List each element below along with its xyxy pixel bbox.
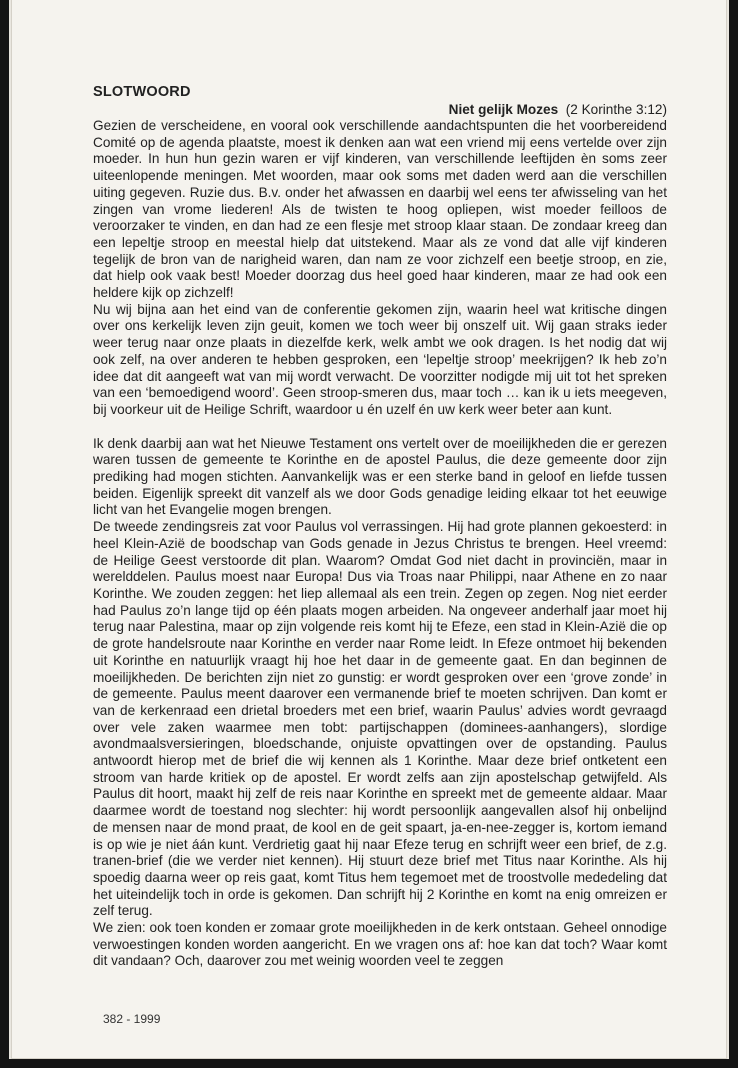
page-footer: 382 - 1999 [103,1012,161,1026]
scan-edge-right [729,0,738,1068]
paragraph-4: De tweede zendingsreis zat voor Paulus vol verrassingen. Hij had grote plannen gekoesterd: in heel Klein-Azië de boodschap van Gods genade in Jezus Christus te brengen. Heel vreemd: de Heilige Geest verstoorde dit plan. Waarom? Omdat God niet dacht in provinciën, maar in werelddelen. Paulus moest naar Europa! Dus via Troas naar Philippi, naar Athene en zo naar Korinthe. We zouden zeggen: het liep allemaal als een trein. Zegen op zegen. Nog niet eerder had Paulus zo’n lange tijd op één plaats mogen arbeiden. Na ongeveer anderhalf jaar moet hij terug naar Palestina, maar op zijn volgende reis komt hij te Efeze, een stad in Klein-Azië die op de grote handelsroute naar Korinthe en verder naar Rome leidt. In Efeze ontmoet hij bekenden uit Korinthe en natuurlijk vraagt hij hoe het daar in de gemeente gaat. En dan beginnen de moeilijkheden. De berichten zijn niet zo gunstig: er wordt gesproken over een ‘grove zonde’ in de gemeente. Paulus meent daarover een vermanende brief te moeten schrijven. Dan komt er van de kerkenraad een drietal broeders met een brief, waarin Paulus’ advies wordt gevraagd over vele zaken waarmee men tobt: partijschappen (dominees-aanhangers), slordige avondmaalsversieringen, bloedschande, onjuiste opvattingen over de opstanding. Paulus antwoordt hierop met de brief die wij kennen als 1 Korinthe. Maar deze brief ontketent een stroom van harde kritiek op de apostel. Er wordt zelfs aan zijn apostelschap getwijfeld. Als Paulus dit hoort, maakt hij zelf de reis naar Korinthe en spreekt met de gemeente aldaar. Maar daarmee wordt de toestand nog slechter: hij wordt persoonlijk aangevallen alsof hij onbelijnd de mensen naar de mond praat, de kool en de geit spaart, ja-en-nee-zegger is, kortom iemand is op wie je niet áán kunt. Verdrietig gaat hij naar Efeze terug en schrijft weer een brief, de z.g. tranen-brief (die we verder niet kennen). Hij stuurt deze brief met Titus naar Korinthe. Als hij spoedig daarna weer op reis gaat, komt Titus hem tegemoet met de troostvolle mededeling dat het uiteindelijk toch in orde is gekomen. Dan schrijft hij 2 Korinthe en komt na enig omreizen er zelf terug. [93,519,667,919]
paragraph-1: Gezien de verscheidene, en vooral ook verschillende aandachtspunten die het voorbereidend Comité op de agenda plaatste, moest ik denken aan wat een vriend mij eens vertelde over zijn moeder. In hun hun gezin waren er vijf kinderen, van verschillende leeftijden èn soms zeer uiteenlopende meningen. Met woorden, maar ook soms met daden werd aan die verschillen uiting gegeven. Ruzie dus. B.v. onder het afwassen en daarbij wel eens ter afwisseling van het zingen van vrome liederen! Als de twisten te hoog opliepen, wist moeder feilloos de veroorzaker te vinden, en dan had ze een flesje met stroop klaar staan. De zondaar kreeg dan een lepeltje stroop en meestal hielp dat uitstekend. Maar als ze vond dat alle vijf kinderen tegelijk de bron van de narigheid waren, dan nam ze voor zichzelf een beetje stroop, en zie, dat hielp ook vaak best! Moeder doorzag dus heel goed haar kinderen, maar ze had ook een heldere kijk op zichzelf! [93,118,667,301]
paragraph-5: We zien: ook toen konden er zomaar grote moeilijkheden in de kerk ontstaan. Geheel onnodige verwoestingen konden worden aangericht. En we vragen ons af: hoe kan dat toch? Waar komt dit vandaan? Och, daarover zou met weinig woorden veel te zeggen [93,920,667,969]
paragraph-gap [93,419,667,436]
subtitle-reference: (2 Korinthe 3:12) [565,102,667,117]
section-title: SLOTWOORD [93,84,191,100]
scan-edge-left [0,0,9,1068]
scan-edge-bottom [0,1059,738,1068]
document-page [12,0,726,1058]
subtitle-heading: Niet gelijk Mozes [448,102,559,117]
page-content [93,84,667,970]
paragraph-3: Ik denk daarbij aan wat het Nieuwe Testament ons vertelt over de moeilijkheden die er gerezen waren tussen de gemeente te Korinthe en de apostel Paulus, die deze gemeente door zijn prediking had mogen stichten. Aanvankelijk was er een sterke band in geloof en liefde tussen beiden. Eigenlijk spreekt dit vanzelf als we door Gods genadige leiding elkaar tot het eeuwige licht van het Evangelie mogen brengen. [93,435,667,518]
paragraph-2: Nu wij bijna aan het eind van de conferentie gekomen zijn, waarin heel wat kritische dingen over ons kerkelijk leven zijn geuit, komen we toch weer bij onszelf uit. Wij gaan straks ieder weer terug naar onze plaats in diezelfde kerk, welk ambt we ook dragen. Is het nodig dat wij ook zelf, na over anderen te hebben gesproken, een ‘lepeltje stroop’ meekrijgen? Ik heb zo’n idee dat dit aangeeft wat van mij wordt verwacht. De voorzitter nodigde mij uit tot het spreken van een ‘bemoedigend woord’. Geen stroop-smeren dus, maar toch … kan ik u iets meegeven, bij voorkeur uit de Heilige Schrift, waardoor u én uzelf én uw kerk weer beter aan kunt. [93,301,667,417]
section-subtitle [93,101,667,118]
